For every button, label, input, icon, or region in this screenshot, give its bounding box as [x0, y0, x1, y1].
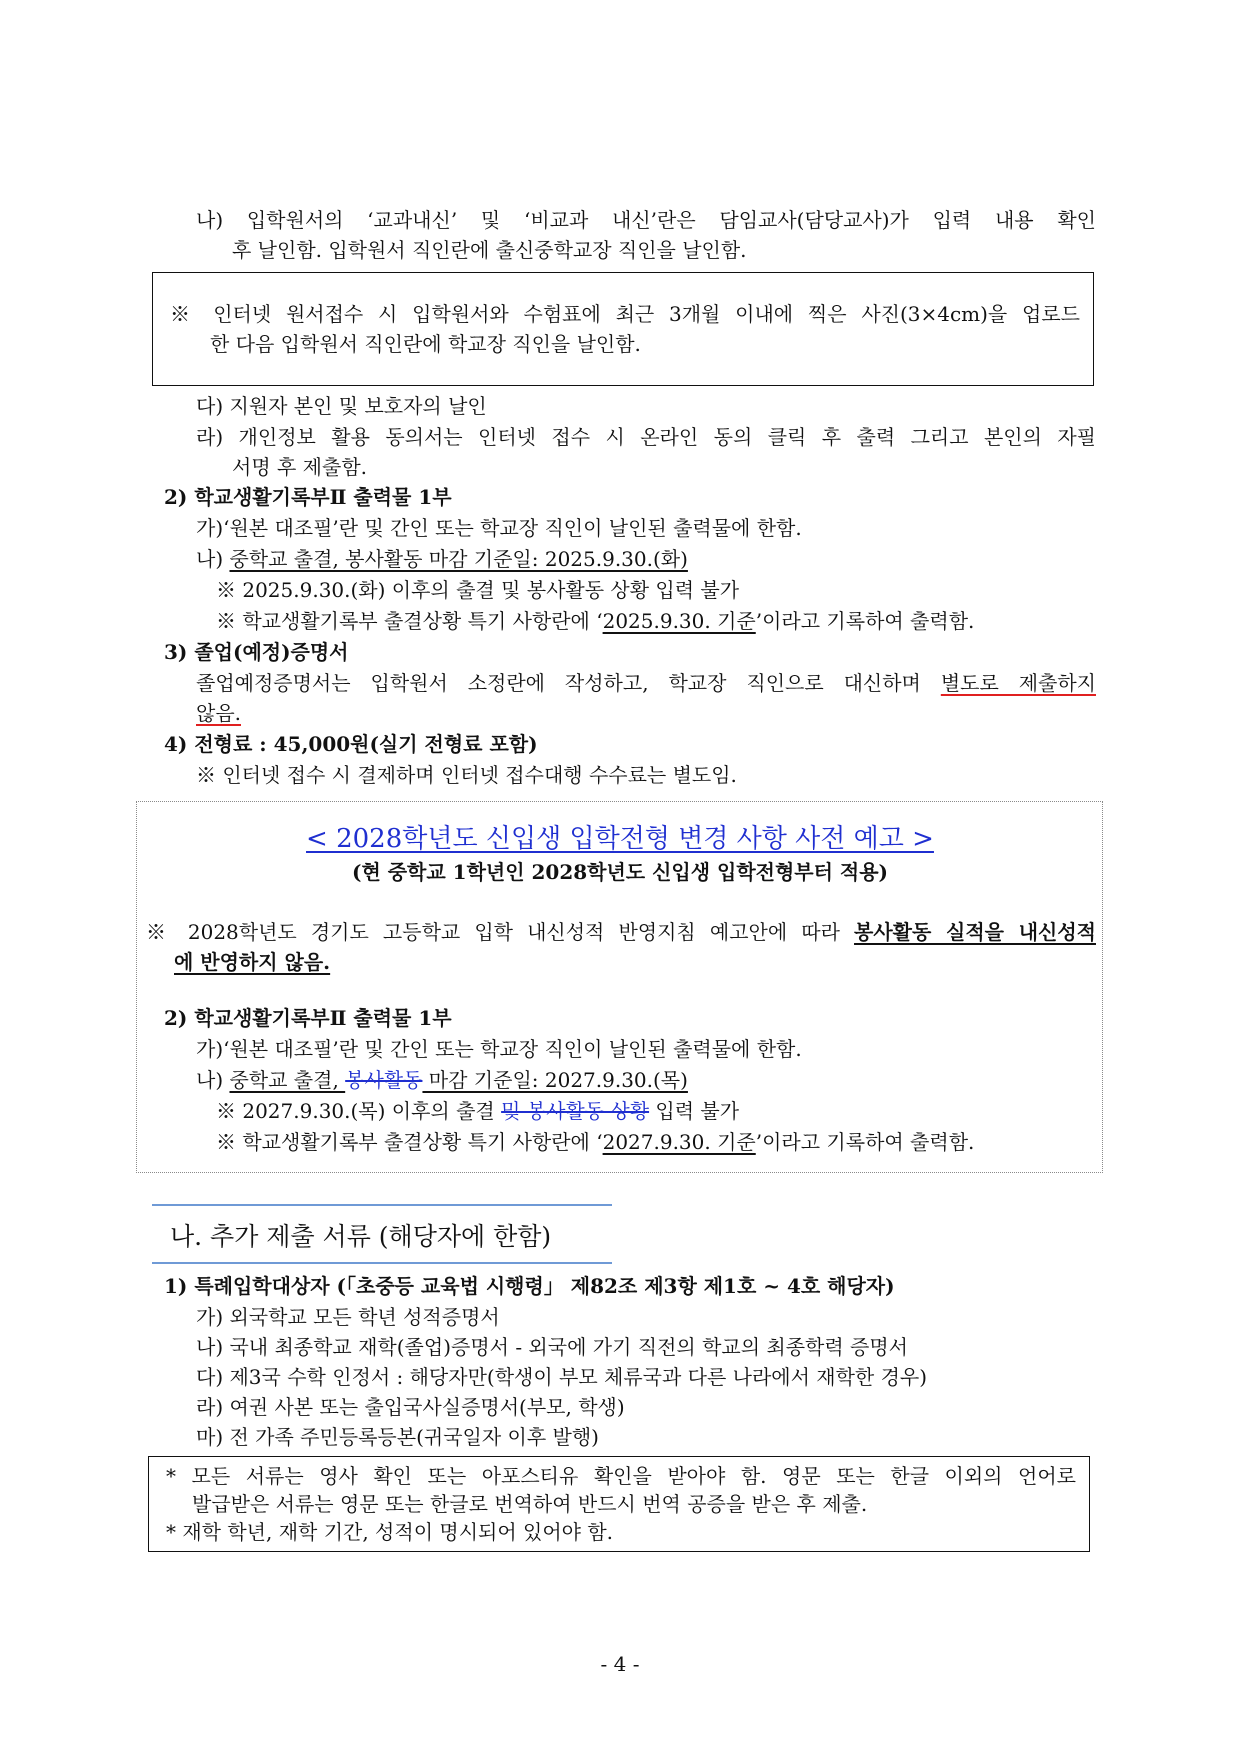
ra-line1: 라) 개인정보 활용 동의서는 인터넷 접수 시 온라인 동의 클릭 후 출력 그리고 본인의 자필 — [196, 425, 1096, 449]
notice-note-u1: 봉사활동 실적을 내신성적 — [854, 920, 1096, 944]
sectionB-box-line3: * 재학 학년, 재학 기간, 성적이 명시되어 있어야 함. — [166, 1520, 614, 1544]
note-box-photo — [152, 272, 1094, 386]
notice-note-u2: 에 반영하지 않음. — [174, 950, 331, 974]
na-line1: 나) 입학원서의 ‘교과내신’ 및 ‘비교과 내신’란은 담임교사(담당교사)가 입력 내용 확인 — [196, 208, 1096, 232]
notice-note2-a: ※ 학교생활기록부 출결상황 특기 사항란에 ‘ — [216, 1130, 603, 1154]
note-photo-line2: 한 다음 입학원서 직인란에 학교장 직인을 날인함. — [210, 332, 641, 356]
notice-note2 — [216, 1128, 974, 1156]
sectionB-box-line1: * 모든 서류는 영사 확인 또는 아포스티유 확인을 받아야 함. 영문 또는 한글 이외의 언어로 — [166, 1464, 1076, 1488]
heading-top-rule — [152, 1204, 612, 1206]
notice-note1-a: ※ 2027.9.30.(목) 이후의 출결 — [216, 1099, 502, 1123]
na-line2: 후 날인함. 입학원서 직인란에 출신중학교장 직인을 날인함. — [232, 238, 747, 262]
notice-note-line1 — [146, 918, 1096, 946]
notice-note1-strike: 및 봉사활동 상황 — [501, 1099, 650, 1123]
page-number: - 4 - — [600, 1652, 640, 1676]
sectionB-box-line2: 발급받은 서류는 영문 또는 한글로 번역하여 반드시 번역 공증을 받은 후 제출. — [192, 1492, 868, 1516]
section2-ga: 가)‘원본 대조필’란 및 간인 또는 학교장 직인이 날인된 출력물에 한함. — [196, 516, 802, 540]
sectionB-heading: 나. 추가 제출 서류 (해당자에 한함) — [170, 1222, 552, 1251]
section3-title: 3) 졸업(예정)증명서 — [164, 640, 349, 664]
heading-bottom-rule — [152, 1262, 612, 1264]
section3-line2 — [196, 699, 241, 727]
section2-note1: ※ 2025.9.30.(화) 이후의 출결 및 봉사활동 상황 입력 불가 — [216, 578, 740, 602]
notice-note1 — [216, 1097, 739, 1125]
notice-note1-b: 입력 불가 — [649, 1099, 740, 1123]
notice-na-u2: 마감 기준일: 2027.9.30.(목) — [422, 1068, 688, 1092]
notice-title-text: < 2028학년도 신입생 입학전형 변경 사항 사전 예고 > — [306, 824, 934, 854]
section2-title: 2) 학교생활기록부Ⅱ 출력물 1부 — [164, 485, 452, 509]
sectionB-ra: 라) 여권 사본 또는 출입국사실증명서(부모, 학생) — [196, 1395, 625, 1419]
notice-na-u1: 중학교 출결, — [229, 1068, 346, 1092]
section2-na — [196, 545, 688, 573]
section4-title: 4) 전형료 : 45,000원(실기 전형료 포함) — [164, 732, 538, 756]
notice-note-a: ※ 2028학년도 경기도 고등학교 입학 내신성적 반영지침 예고안에 따라 — [146, 920, 855, 944]
sectionB-ma: 마) 전 가족 주민등록등본(귀국일자 이후 발행) — [196, 1425, 599, 1449]
notice-ga: 가)‘원본 대조필’란 및 간인 또는 학교장 직인이 날인된 출력물에 한함. — [196, 1037, 802, 1061]
section4-note: ※ 인터넷 접수 시 결제하며 인터넷 접수대행 수수료는 별도임. — [196, 763, 737, 787]
section3-line1-a: 졸업예정증명서는 입학원서 소정란에 작성하고, 학교장 직인으로 대신하며 — [196, 671, 941, 695]
sectionB-da: 다) 제3국 수학 인정서 : 해당자만(학생이 부모 체류국과 다른 나라에서 재학한 경우) — [196, 1365, 928, 1389]
da-item: 다) 지원자 본인 및 보호자의 날인 — [196, 394, 487, 418]
ra-line2: 서명 후 제출함. — [232, 455, 367, 479]
section2-na-deadline: 중학교 출결, 봉사활동 마감 기준일: 2025.9.30.(화) — [229, 547, 688, 571]
notice-subtitle: (현 중학교 1학년인 2028학년도 신입생 입학전형부터 적용) — [351, 860, 888, 884]
section2-note2 — [216, 607, 974, 635]
sectionB-item1: 1) 특례입학대상자 (「초중등 교육법 시행령」 제82조 제3항 제1호 ~ 4호 해당자) — [164, 1274, 895, 1298]
notice-note2-b: ’이라고 기록하여 출력함. — [755, 1130, 975, 1154]
section2-note2-date: 2025.9.30. 기준 — [602, 609, 756, 633]
notice-title — [0, 822, 1240, 856]
notice-note-line2 — [174, 948, 330, 976]
section2-note2-a: ※ 학교생활기록부 출결상황 특기 사항란에 ‘ — [216, 609, 603, 633]
notice-na-strike: 봉사활동 — [345, 1068, 423, 1092]
section3-line1-u: 별도로 제출하지 — [940, 671, 1096, 695]
section2-na-prefix: 나) — [196, 547, 230, 571]
note-photo-line1: ※ 인터넷 원서접수 시 입학원서와 수험표에 최근 3개월 이내에 찍은 사진(3×4cm)을 업로드 — [170, 302, 1080, 326]
section3-line2-u: 않음. — [196, 701, 241, 725]
sectionB-na: 나) 국내 최종학교 재학(졸업)증명서 - 외국에 가기 직전의 학교의 최종학력 증명서 — [196, 1335, 908, 1359]
notice-note2-date: 2027.9.30. 기준 — [602, 1130, 756, 1154]
sectionB-ga: 가) 외국학교 모든 학년 성적증명서 — [196, 1305, 500, 1329]
notice-s2-title: 2) 학교생활기록부Ⅱ 출력물 1부 — [164, 1006, 452, 1030]
notice-na — [196, 1066, 688, 1094]
section2-note2-b: ’이라고 기록하여 출력함. — [755, 609, 975, 633]
notice-na-prefix: 나) — [196, 1068, 230, 1092]
section3-line1 — [196, 669, 1096, 697]
